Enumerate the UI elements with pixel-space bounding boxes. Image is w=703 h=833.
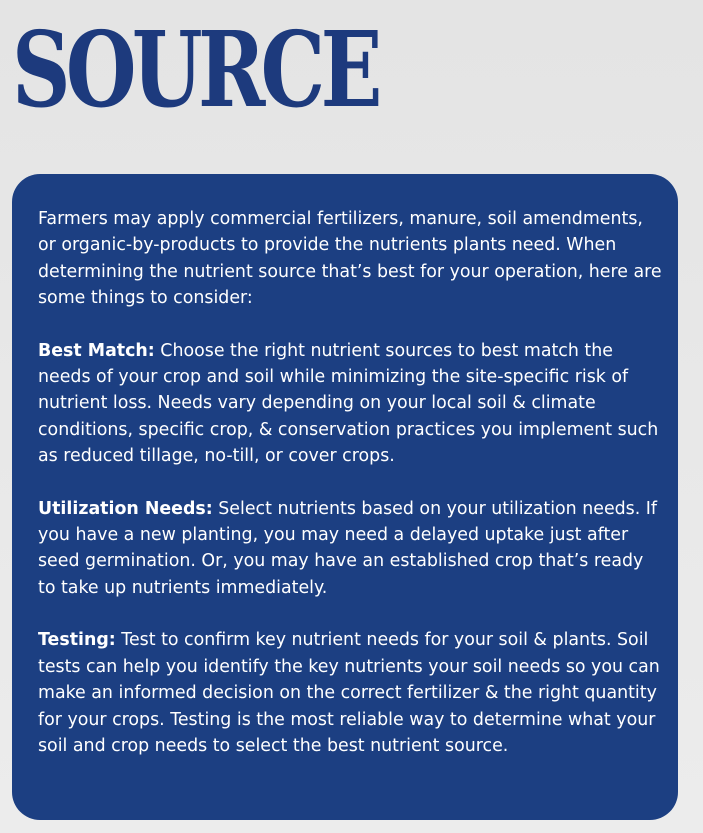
section-heading: Testing: <box>38 630 116 651</box>
section-heading: Best Match: <box>38 340 155 361</box>
section-testing <box>38 627 664 759</box>
page-title: SOURCE <box>12 8 378 131</box>
section-utilization-needs <box>38 496 664 602</box>
section-heading: Utilization Needs: <box>38 498 213 519</box>
section-text: Choose the right nutrient sources to best match the needs of your crop and soil while minimizing the site-specific risk of nutrient loss. Needs vary depending on your local soil & climate conditions, specific crop, & conservation practices you implement such as reduced tillage, no-till, or cover crops. <box>38 340 659 467</box>
section-text: Test to confirm key nutrient needs for your soil & plants. Soil tests can help you identify the key nutrients your soil needs so you can make an informed decision on the correct fertilizer & the right quantity for your crops. Testing is the most reliable way to determine what your soil and crop needs to select the best nutrient source. <box>38 630 660 756</box>
intro-paragraph: Farmers may apply commercial fertilizers, manure, soil amendments, or organic-by-products to provide the nutrients plants need. When determining the nutrient source that’s best for your operation, here are some things to consider: <box>38 209 662 309</box>
section-best-match <box>38 338 664 470</box>
content-card <box>12 174 678 820</box>
section-text: Select nutrients based on your utilization needs. If you have a new planting, you may need a delayed uptake just after seed germination. Or, you may have an established crop that’s ready to take up nutrients immediately. <box>38 498 658 598</box>
